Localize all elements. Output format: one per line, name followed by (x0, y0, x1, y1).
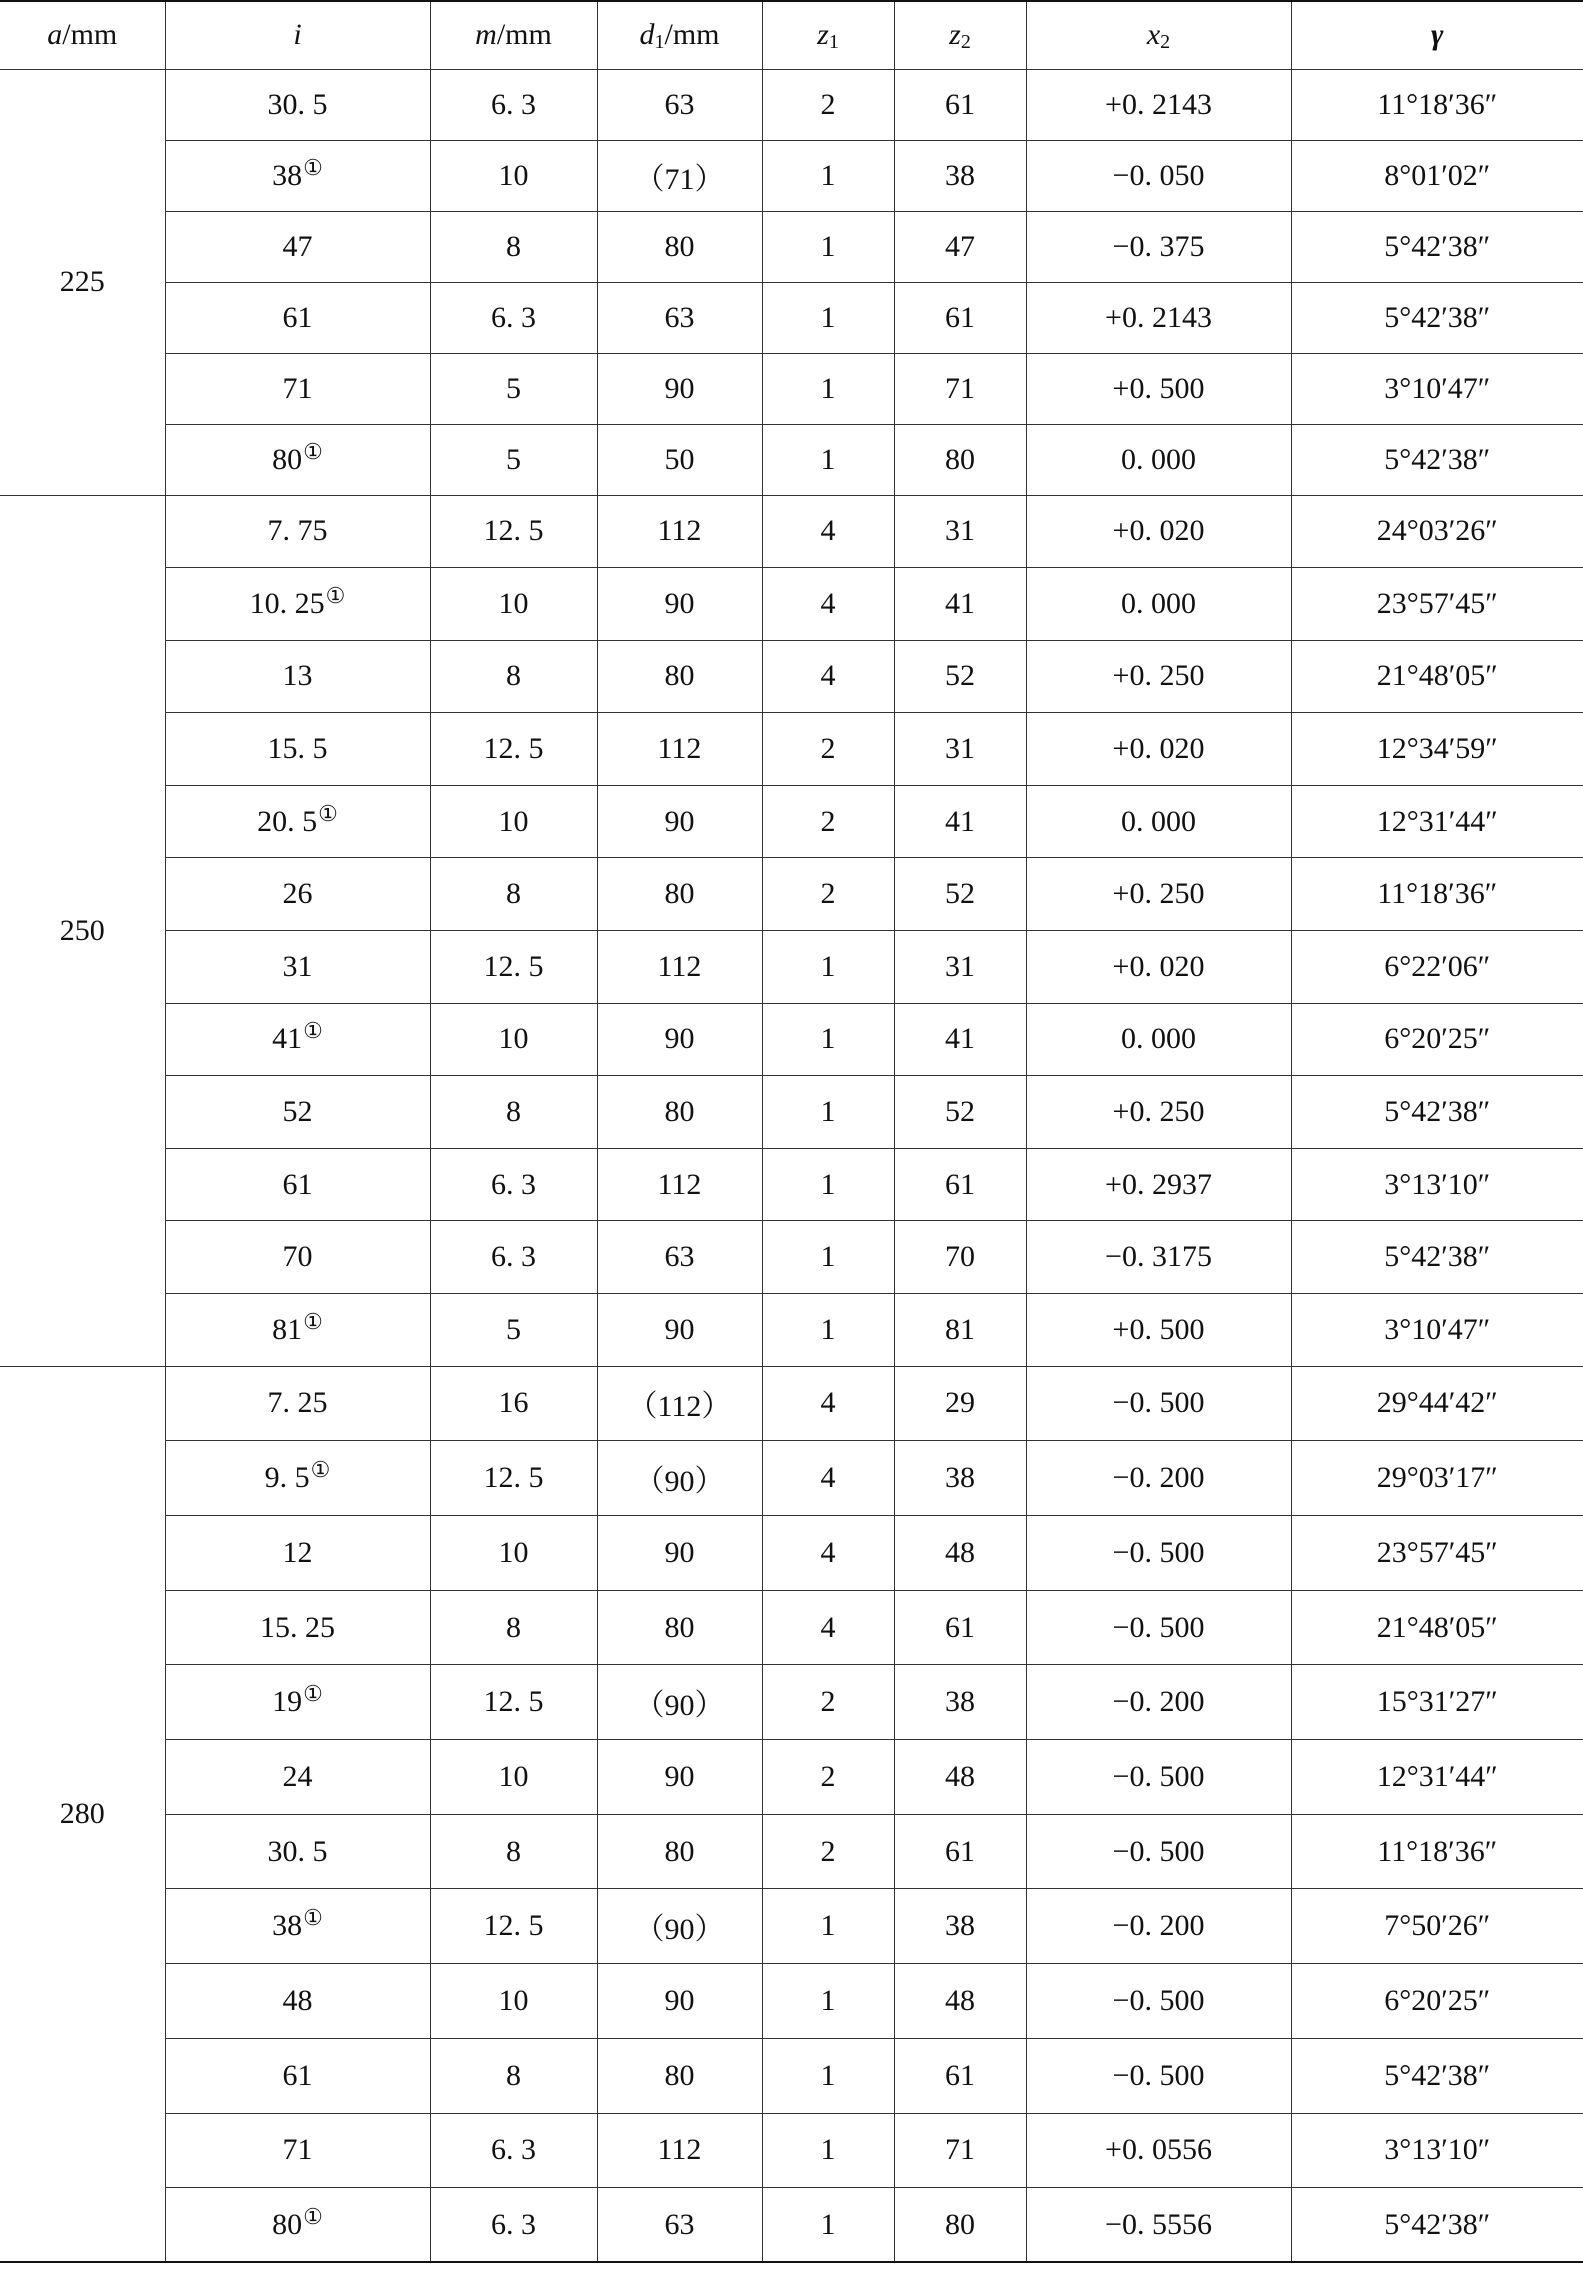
pitch-diameter-cell: 112 (597, 713, 762, 786)
ratio-value: 7. 75 (267, 514, 328, 548)
ratio-value: 61 (282, 300, 313, 334)
ratio-value: 61 (282, 1167, 313, 1201)
table-row (0, 640, 1583, 713)
module-cell: 8 (430, 640, 597, 713)
ratio-cell (165, 1076, 430, 1149)
wheel-teeth-cell: 48 (894, 1516, 1026, 1591)
profile-shift-cell: −0. 050 (1026, 140, 1291, 211)
lead-angle-cell: 5°42′38″ (1291, 211, 1583, 282)
ratio-value: 47 (282, 229, 313, 263)
pitch-diameter-cell: （90） (597, 1441, 762, 1516)
ratio-value: 48 (282, 1983, 313, 2017)
lead-angle-cell: 12°34′59″ (1291, 713, 1583, 786)
wheel-teeth-cell: 38 (894, 1665, 1026, 1740)
ratio-value: 30. 5 (267, 1834, 328, 1868)
worm-threads-cell: 2 (762, 1665, 894, 1740)
wheel-teeth-cell: 31 (894, 931, 1026, 1004)
module-cell: 12. 5 (430, 713, 597, 786)
profile-shift-cell: −0. 500 (1026, 1964, 1291, 2039)
lead-angle-cell: 23°57′45″ (1291, 1516, 1583, 1591)
lead-angle-cell: 11°18′36″ (1291, 69, 1583, 140)
footnote-marker: ① (303, 1308, 323, 1334)
table-row (0, 858, 1583, 931)
pitch-diameter-cell: （90） (597, 1665, 762, 1740)
ratio-value: 71 (282, 2133, 313, 2167)
lead-angle-cell: 15°31′27″ (1291, 1665, 1583, 1740)
lead-angle-cell: 5°42′38″ (1291, 1221, 1583, 1294)
wheel-teeth-cell: 71 (894, 2113, 1026, 2188)
module-cell: 12. 5 (430, 931, 597, 1004)
ratio-value: 13 (282, 659, 313, 693)
wheel-teeth-cell: 71 (894, 353, 1026, 424)
table-row (0, 1665, 1583, 1740)
worm-threads-cell: 2 (762, 1814, 894, 1889)
center-distance-cell: 225 (0, 69, 165, 495)
worm-threads-cell: 4 (762, 568, 894, 641)
ratio-value: 26 (282, 877, 313, 911)
pitch-diameter-cell: 80 (597, 1076, 762, 1149)
profile-shift-cell: −0. 200 (1026, 1889, 1291, 1964)
wheel-teeth-cell: 47 (894, 211, 1026, 282)
worm-threads-cell: 1 (762, 140, 894, 211)
table-row (0, 1003, 1583, 1076)
footnote-marker: ① (303, 1905, 323, 1931)
module-cell: 10 (430, 785, 597, 858)
ratio-cell (165, 858, 430, 931)
table-row (0, 1516, 1583, 1591)
lead-angle-cell: 11°18′36″ (1291, 858, 1583, 931)
module-cell: 10 (430, 1516, 597, 1591)
wheel-teeth-cell: 41 (894, 1003, 1026, 1076)
profile-shift-cell: −0. 200 (1026, 1665, 1291, 1740)
module-cell: 8 (430, 211, 597, 282)
lead-angle-cell: 5°42′38″ (1291, 2188, 1583, 2263)
table-row (0, 424, 1583, 495)
profile-shift-cell: 0. 000 (1026, 1003, 1291, 1076)
ratio-cell (165, 568, 430, 641)
ratio-value: 80 (272, 442, 303, 476)
module-cell: 5 (430, 1294, 597, 1367)
profile-shift-cell: 0. 000 (1026, 424, 1291, 495)
header-gamma: γ (1291, 1, 1583, 69)
table-row (0, 1441, 1583, 1516)
table-row (0, 568, 1583, 641)
lead-angle-cell: 6°22′06″ (1291, 931, 1583, 1004)
profile-shift-cell: +0. 500 (1026, 353, 1291, 424)
worm-threads-cell: 1 (762, 1889, 894, 1964)
ratio-cell (165, 1590, 430, 1665)
lead-angle-cell: 3°10′47″ (1291, 353, 1583, 424)
ratio-value: 30. 5 (267, 87, 328, 121)
lead-angle-cell: 5°42′38″ (1291, 2038, 1583, 2113)
lead-angle-cell: 29°03′17″ (1291, 1441, 1583, 1516)
module-cell: 6. 3 (430, 1221, 597, 1294)
header-i: i (165, 1, 430, 69)
profile-shift-cell: −0. 500 (1026, 1366, 1291, 1441)
worm-threads-cell: 1 (762, 2038, 894, 2113)
footnote-marker: ① (325, 582, 346, 608)
table-row (0, 1294, 1583, 1367)
module-cell: 12. 5 (430, 1441, 597, 1516)
lead-angle-cell: 6°20′25″ (1291, 1964, 1583, 2039)
table-header (0, 1, 1583, 69)
ratio-cell (165, 640, 430, 713)
profile-shift-cell: 0. 000 (1026, 568, 1291, 641)
wheel-teeth-cell: 41 (894, 568, 1026, 641)
module-cell: 10 (430, 1740, 597, 1815)
wheel-teeth-cell: 48 (894, 1740, 1026, 1815)
table-row (0, 2188, 1583, 2263)
pitch-diameter-cell: （112） (597, 1366, 762, 1441)
profile-shift-cell: 0. 000 (1026, 785, 1291, 858)
profile-shift-cell: −0. 3175 (1026, 1221, 1291, 1294)
footnote-marker: ① (318, 800, 338, 826)
wheel-teeth-cell: 52 (894, 1076, 1026, 1149)
table-row (0, 495, 1583, 568)
module-cell: 8 (430, 1590, 597, 1665)
worm-threads-cell: 2 (762, 69, 894, 140)
module-cell: 5 (430, 353, 597, 424)
ratio-value: 61 (282, 2058, 313, 2092)
worm-threads-cell: 1 (762, 2113, 894, 2188)
ratio-cell (165, 785, 430, 858)
worm-threads-cell: 1 (762, 1148, 894, 1221)
wheel-teeth-cell: 38 (894, 1441, 1026, 1516)
table-row (0, 1814, 1583, 1889)
ratio-value: 41 (272, 1022, 303, 1056)
pitch-diameter-cell: 90 (597, 1003, 762, 1076)
pitch-diameter-cell: 80 (597, 640, 762, 713)
profile-shift-cell: +0. 020 (1026, 931, 1291, 1004)
lead-angle-cell: 5°42′38″ (1291, 282, 1583, 353)
worm-threads-cell: 1 (762, 1221, 894, 1294)
worm-threads-cell: 1 (762, 1076, 894, 1149)
ratio-cell (165, 1366, 430, 1441)
pitch-diameter-cell: 90 (597, 568, 762, 641)
table-row (0, 2038, 1583, 2113)
ratio-cell (165, 2188, 430, 2263)
ratio-value: 19 (272, 1685, 303, 1719)
wheel-teeth-cell: 41 (894, 785, 1026, 858)
wheel-teeth-cell: 38 (894, 140, 1026, 211)
lead-angle-cell: 29°44′42″ (1291, 1366, 1583, 1441)
center-distance-cell: 250 (0, 495, 165, 1366)
ratio-cell (165, 140, 430, 211)
ratio-cell (165, 1665, 430, 1740)
profile-shift-cell: +0. 2937 (1026, 1148, 1291, 1221)
ratio-value: 12 (282, 1535, 313, 1569)
module-cell: 12. 5 (430, 495, 597, 568)
pitch-diameter-cell: 63 (597, 69, 762, 140)
module-cell: 10 (430, 1964, 597, 2039)
worm-threads-cell: 1 (762, 424, 894, 495)
pitch-diameter-cell: 112 (597, 931, 762, 1004)
ratio-cell (165, 495, 430, 568)
module-cell: 10 (430, 568, 597, 641)
module-cell: 16 (430, 1366, 597, 1441)
wheel-teeth-cell: 80 (894, 424, 1026, 495)
worm-threads-cell: 4 (762, 1516, 894, 1591)
header-d1: $d_1/mm$ (597, 1, 762, 69)
pitch-diameter-cell: 63 (597, 1221, 762, 1294)
pitch-diameter-cell: 63 (597, 282, 762, 353)
table-row (0, 713, 1583, 786)
worm-threads-cell: 1 (762, 931, 894, 1004)
table-row (0, 140, 1583, 211)
table-row (0, 1889, 1583, 1964)
module-cell: 10 (430, 1003, 597, 1076)
table-row (0, 282, 1583, 353)
wheel-teeth-cell: 52 (894, 640, 1026, 713)
module-cell: 12. 5 (430, 1665, 597, 1740)
wheel-teeth-cell: 61 (894, 1148, 1026, 1221)
profile-shift-cell: +0. 020 (1026, 713, 1291, 786)
ratio-cell (165, 424, 430, 495)
table-row (0, 1964, 1583, 2039)
module-cell: 8 (430, 858, 597, 931)
lead-angle-cell: 12°31′44″ (1291, 1740, 1583, 1815)
ratio-cell (165, 1516, 430, 1591)
center-distance-cell: 280 (0, 1366, 165, 2262)
pitch-diameter-cell: 90 (597, 353, 762, 424)
ratio-value: 81 (272, 1312, 303, 1346)
wheel-teeth-cell: 29 (894, 1366, 1026, 1441)
pitch-diameter-cell: （90） (597, 1889, 762, 1964)
module-cell: 6. 3 (430, 2113, 597, 2188)
ratio-value: 20. 5 (257, 804, 318, 838)
wheel-teeth-cell: 70 (894, 1221, 1026, 1294)
profile-shift-cell: +0. 250 (1026, 858, 1291, 931)
ratio-value: 15. 25 (260, 1610, 335, 1644)
profile-shift-cell: +0. 2143 (1026, 69, 1291, 140)
wheel-teeth-cell: 81 (894, 1294, 1026, 1367)
wheel-teeth-cell: 80 (894, 2188, 1026, 2263)
pitch-diameter-cell: 90 (597, 1740, 762, 1815)
ratio-value: 80 (272, 2207, 303, 2241)
lead-angle-cell: 12°31′44″ (1291, 785, 1583, 858)
ratio-cell (165, 1889, 430, 1964)
ratio-value: 31 (282, 949, 313, 983)
ratio-cell (165, 69, 430, 140)
profile-shift-cell: −0. 500 (1026, 2038, 1291, 2113)
pitch-diameter-cell: 80 (597, 211, 762, 282)
pitch-diameter-cell: 90 (597, 1516, 762, 1591)
ratio-cell (165, 713, 430, 786)
header-z1: $z_1$ (762, 1, 894, 69)
module-cell: 8 (430, 1814, 597, 1889)
lead-angle-cell: 21°48′05″ (1291, 1590, 1583, 1665)
footnote-marker: ① (310, 1457, 331, 1483)
module-cell: 8 (430, 2038, 597, 2113)
ratio-value: 70 (282, 1240, 313, 1274)
wheel-teeth-cell: 61 (894, 1814, 1026, 1889)
footnote-marker: ① (303, 1681, 323, 1707)
worm-threads-cell: 4 (762, 640, 894, 713)
wheel-teeth-cell: 52 (894, 858, 1026, 931)
profile-shift-cell: −0. 500 (1026, 1516, 1291, 1591)
worm-threads-cell: 1 (762, 282, 894, 353)
ratio-cell (165, 2038, 430, 2113)
module-cell: 6. 3 (430, 1148, 597, 1221)
lead-angle-cell: 3°13′10″ (1291, 2113, 1583, 2188)
worm-threads-cell: 2 (762, 713, 894, 786)
ratio-value: 52 (282, 1095, 313, 1129)
worm-threads-cell: 1 (762, 1294, 894, 1367)
table-row (0, 785, 1583, 858)
pitch-diameter-cell: 112 (597, 1148, 762, 1221)
table-row (0, 1148, 1583, 1221)
wheel-teeth-cell: 61 (894, 2038, 1026, 2113)
module-cell: 8 (430, 1076, 597, 1149)
ratio-value: 9. 5 (264, 1461, 310, 1495)
table-row (0, 1590, 1583, 1665)
lead-angle-cell: 11°18′36″ (1291, 1814, 1583, 1889)
lead-angle-cell: 3°13′10″ (1291, 1148, 1583, 1221)
pitch-diameter-cell: 80 (597, 2038, 762, 2113)
ratio-value: 24 (282, 1759, 313, 1793)
pitch-diameter-cell: 63 (597, 2188, 762, 2263)
table-row (0, 353, 1583, 424)
ratio-cell (165, 2113, 430, 2188)
worm-threads-cell: 2 (762, 858, 894, 931)
pitch-diameter-cell: 90 (597, 1964, 762, 2039)
ratio-cell (165, 1003, 430, 1076)
profile-shift-cell: −0. 375 (1026, 211, 1291, 282)
lead-angle-cell: 5°42′38″ (1291, 424, 1583, 495)
pitch-diameter-cell: 90 (597, 1294, 762, 1367)
lead-angle-cell: 7°50′26″ (1291, 1889, 1583, 1964)
header-x2: $x_2$ (1026, 1, 1291, 69)
table-row (0, 1221, 1583, 1294)
table-row (0, 2113, 1583, 2188)
footnote-marker: ① (303, 438, 323, 464)
pitch-diameter-cell: 80 (597, 858, 762, 931)
profile-shift-cell: +0. 250 (1026, 1076, 1291, 1149)
footnote-marker: ① (303, 1018, 323, 1044)
ratio-cell (165, 1441, 430, 1516)
pitch-diameter-cell: 80 (597, 1814, 762, 1889)
worm-threads-cell: 4 (762, 1366, 894, 1441)
worm-threads-cell: 1 (762, 1964, 894, 2039)
ratio-cell (165, 1814, 430, 1889)
lead-angle-cell: 24°03′26″ (1291, 495, 1583, 568)
profile-shift-cell: +0. 020 (1026, 495, 1291, 568)
table-row (0, 211, 1583, 282)
worm-threads-cell: 4 (762, 1590, 894, 1665)
footnote-marker: ① (303, 2203, 323, 2229)
ratio-cell (165, 1740, 430, 1815)
profile-shift-cell: −0. 200 (1026, 1441, 1291, 1516)
profile-shift-cell: +0. 0556 (1026, 2113, 1291, 2188)
ratio-cell (165, 1964, 430, 2039)
lead-angle-cell: 21°48′05″ (1291, 640, 1583, 713)
ratio-cell (165, 931, 430, 1004)
worm-threads-cell: 1 (762, 1003, 894, 1076)
wheel-teeth-cell: 61 (894, 69, 1026, 140)
worm-threads-cell: 2 (762, 1740, 894, 1815)
pitch-diameter-cell: 90 (597, 785, 762, 858)
lead-angle-cell: 3°10′47″ (1291, 1294, 1583, 1367)
ratio-cell (165, 353, 430, 424)
wheel-teeth-cell: 61 (894, 282, 1026, 353)
profile-shift-cell: −0. 500 (1026, 1740, 1291, 1815)
header-a: a/mm (0, 1, 165, 69)
worm-threads-cell: 1 (762, 211, 894, 282)
ratio-value: 38 (272, 1909, 303, 1943)
profile-shift-cell: +0. 500 (1026, 1294, 1291, 1367)
table-row (0, 69, 1583, 140)
ratio-value: 38 (272, 158, 303, 192)
pitch-diameter-cell: 112 (597, 495, 762, 568)
table-row (0, 1740, 1583, 1815)
wheel-teeth-cell: 31 (894, 713, 1026, 786)
lead-angle-cell: 5°42′38″ (1291, 1076, 1583, 1149)
pitch-diameter-cell: 80 (597, 1590, 762, 1665)
wheel-teeth-cell: 61 (894, 1590, 1026, 1665)
pitch-diameter-cell: 112 (597, 2113, 762, 2188)
worm-threads-cell: 4 (762, 495, 894, 568)
wheel-teeth-cell: 48 (894, 1964, 1026, 2039)
ratio-value: 15. 5 (267, 732, 328, 766)
worm-threads-cell: 1 (762, 2188, 894, 2263)
ratio-value: 71 (282, 371, 313, 405)
wheel-teeth-cell: 31 (894, 495, 1026, 568)
module-cell: 6. 3 (430, 2188, 597, 2263)
header-z2: $z_2$ (894, 1, 1026, 69)
module-cell: 12. 5 (430, 1889, 597, 1964)
module-cell: 10 (430, 140, 597, 211)
profile-shift-cell: −0. 500 (1026, 1814, 1291, 1889)
worm-threads-cell: 1 (762, 353, 894, 424)
footnote-marker: ① (303, 154, 323, 180)
ratio-cell (165, 211, 430, 282)
profile-shift-cell: −0. 500 (1026, 1590, 1291, 1665)
worm-threads-cell: 4 (762, 1441, 894, 1516)
profile-shift-cell: +0. 250 (1026, 640, 1291, 713)
profile-shift-cell: +0. 2143 (1026, 282, 1291, 353)
table-row (0, 1366, 1583, 1441)
lead-angle-cell: 23°57′45″ (1291, 568, 1583, 641)
table-row (0, 931, 1583, 1004)
ratio-value: 10. 25 (249, 586, 325, 620)
pitch-diameter-cell: 50 (597, 424, 762, 495)
table-row (0, 1076, 1583, 1149)
ratio-cell (165, 282, 430, 353)
worm-threads-cell: 2 (762, 785, 894, 858)
wheel-teeth-cell: 38 (894, 1889, 1026, 1964)
module-cell: 6. 3 (430, 282, 597, 353)
module-cell: 6. 3 (430, 69, 597, 140)
profile-shift-cell: −0. 5556 (1026, 2188, 1291, 2263)
lead-angle-cell: 8°01′02″ (1291, 140, 1583, 211)
ratio-cell (165, 1221, 430, 1294)
ratio-cell (165, 1148, 430, 1221)
table-body (0, 69, 1583, 2262)
module-cell: 5 (430, 424, 597, 495)
ratio-value: 7. 25 (267, 1386, 328, 1420)
ratio-cell (165, 1294, 430, 1367)
pitch-diameter-cell: （71） (597, 140, 762, 211)
header-m: m/mm (430, 1, 597, 69)
lead-angle-cell: 6°20′25″ (1291, 1003, 1583, 1076)
